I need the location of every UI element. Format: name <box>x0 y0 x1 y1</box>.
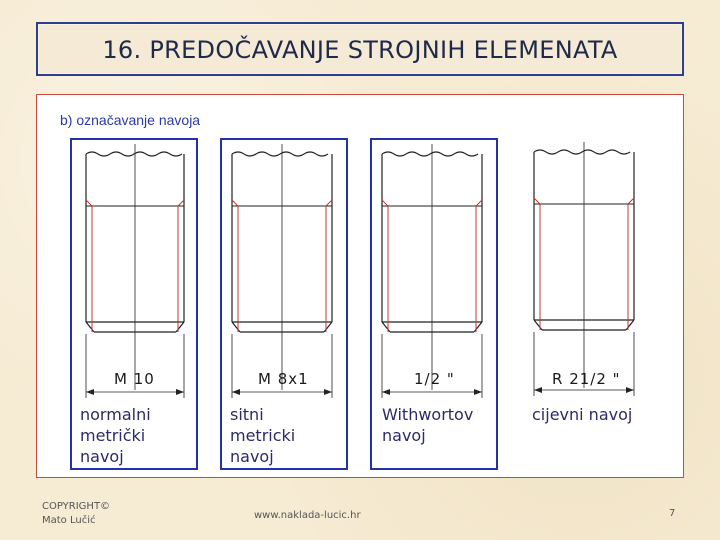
caption-metric <box>80 404 151 467</box>
copyright-line: COPYRIGHT© <box>42 501 111 512</box>
copyright-author: Mato Lučić <box>42 515 96 526</box>
caption-fine-metric <box>230 404 295 467</box>
slide-subtitle: b) označavanje navoja <box>60 112 201 128</box>
caption-line: cijevni navoj <box>532 405 633 424</box>
caption-line: metrički <box>80 426 146 445</box>
caption-whitworth <box>382 404 473 446</box>
dimension-label-whitworth: 1/2 " <box>414 370 455 388</box>
website-link: www.naklada-lucic.hr <box>254 510 361 521</box>
copyright-notice <box>42 500 110 528</box>
caption-line: sitni <box>230 405 264 424</box>
page-number: 7 <box>669 508 676 519</box>
caption-line: Withwortov <box>382 405 474 424</box>
caption-pipe <box>532 404 632 425</box>
caption-line: normalni <box>80 405 151 424</box>
title-box <box>36 22 684 76</box>
slide-title: 16. PREDOČAVANJE STROJNIH ELEMENATA <box>102 36 618 64</box>
caption-line: navoj <box>382 426 426 445</box>
caption-line: navoj <box>230 447 274 466</box>
dimension-label-fine-metric: M 8x1 <box>258 370 309 388</box>
caption-line: navoj <box>80 447 124 466</box>
dimension-label-metric: M 10 <box>114 370 155 388</box>
dimension-label-pipe: R 21/2 " <box>552 370 621 388</box>
caption-line: metricki <box>230 426 296 445</box>
